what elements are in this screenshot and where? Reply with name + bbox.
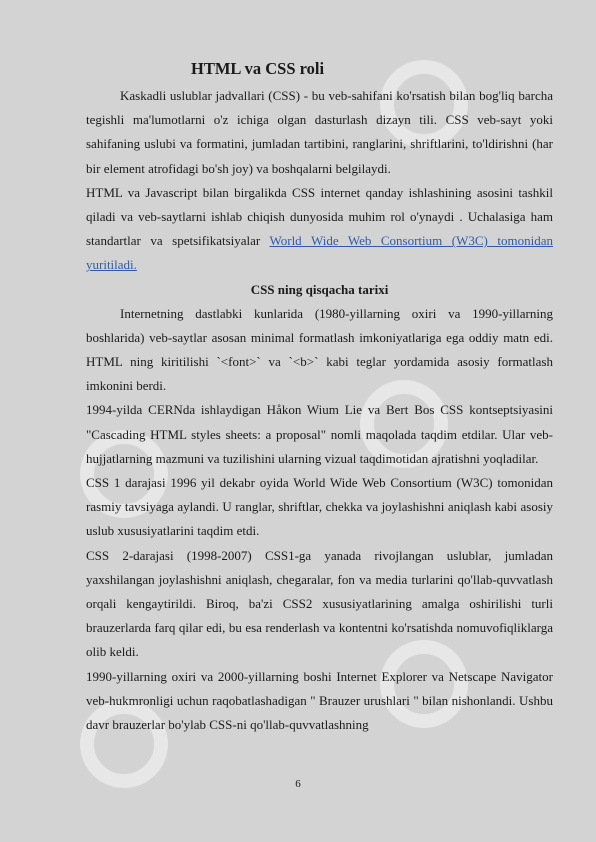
document-page	[86, 56, 553, 737]
intro-paragraph-2	[86, 181, 553, 278]
page-number: 6	[295, 778, 301, 790]
page-title: HTML va CSS roli	[191, 59, 325, 78]
section-subtitle: CSS ning qisqacha tarixi	[250, 281, 389, 297]
history-paragraph-1: Internetning dastlabki kunlarida (1980-yillarning oxiri va 1990-yillarning boshlarida) veb-saytlar asosan minimal formatlash imkoniyatlariga ega oddiy matn edi. HTML ning kiritilishi `<font>` va `<b>` kabi teglar yordamida asosiy formatlash imkonini berdi.	[86, 305, 553, 394]
history-paragraph-2: 1994-yilda CERNda ishlaydigan Håkon Wium Lie va Bert Bos CSS kontseptsiyasini "Cascading HTML styles sheets: a proposal" nomli maqolada taqdim etdilar. Ular veb-hujjatlarning mazmuni va tuzilishini ularning vizual taqdimotidan ajratishni yoqladilar.	[86, 402, 553, 466]
history-paragraph-4: CSS 2-darajasi (1998-2007) CSS1-ga yanada rivojlangan uslublar, jumladan yaxshilangan joylashishni aniqlash, chegaralar, fon va media turlarini qo'llab-quvvatlash orqali kengaytirildi. Biroq, ba'zi CSS2 xususiyatlarining amalga oshirilishi turli brauzerlarda farq qilar edi, bu esa renderlash va kontentni ko'rsatishda nomuvofiqliklarga olib keldi.	[86, 547, 553, 660]
intro-paragraph-2-text: HTML va Javascript bilan birgalikda CSS internet qanday ishlashining asosini tashkil qiladi va veb-saytlarni ishlab chiqish dunyosida muhim rol o'ynaydi . Uchalasiga ham standartlar va spetsifikatsiyalar	[86, 184, 553, 249]
history-paragraph-3: CSS 1 darajasi 1996 yil dekabr oyida World Wide Web Consortium (W3C) tomonidan rasmiy tavsiyaga aylandi. U ranglar, shriftlar, chekka va joylashishni aniqlash kabi asosiy uslub xususiyatlarini taqdim etdi.	[86, 475, 553, 539]
w3c-link[interactable]: World Wide Web Consortium (W3C) tomonidan yuritiladi.	[86, 233, 553, 273]
intro-paragraph-1: Kaskadli uslublar jadvallari (CSS) - bu veb-sahifani ko'rsatish bilan bog'liq barcha tegishli ma'lumotlarni o'z ichiga olgan dasturlash dizayn tili. CSS veb-sayt yoki sahifaning uslubi va formatini, jumladan tartibini, ranglarini, shriftlarini, to'ldirishni (har bir element atrofidagi bo'sh joy) va boshqalarni belgilaydi.	[86, 88, 553, 176]
history-paragraph-5: 1990-yillarning oxiri va 2000-yillarning boshi Internet Explorer va Netscape Navigator veb-hukmronligi uchun raqobatlashadigan " Brauzer urushlari " bilan nishonlandi. Ushbu davr brauzerlar bo'ylab CSS-ni qo'llab-quvvatlashning	[86, 668, 553, 733]
